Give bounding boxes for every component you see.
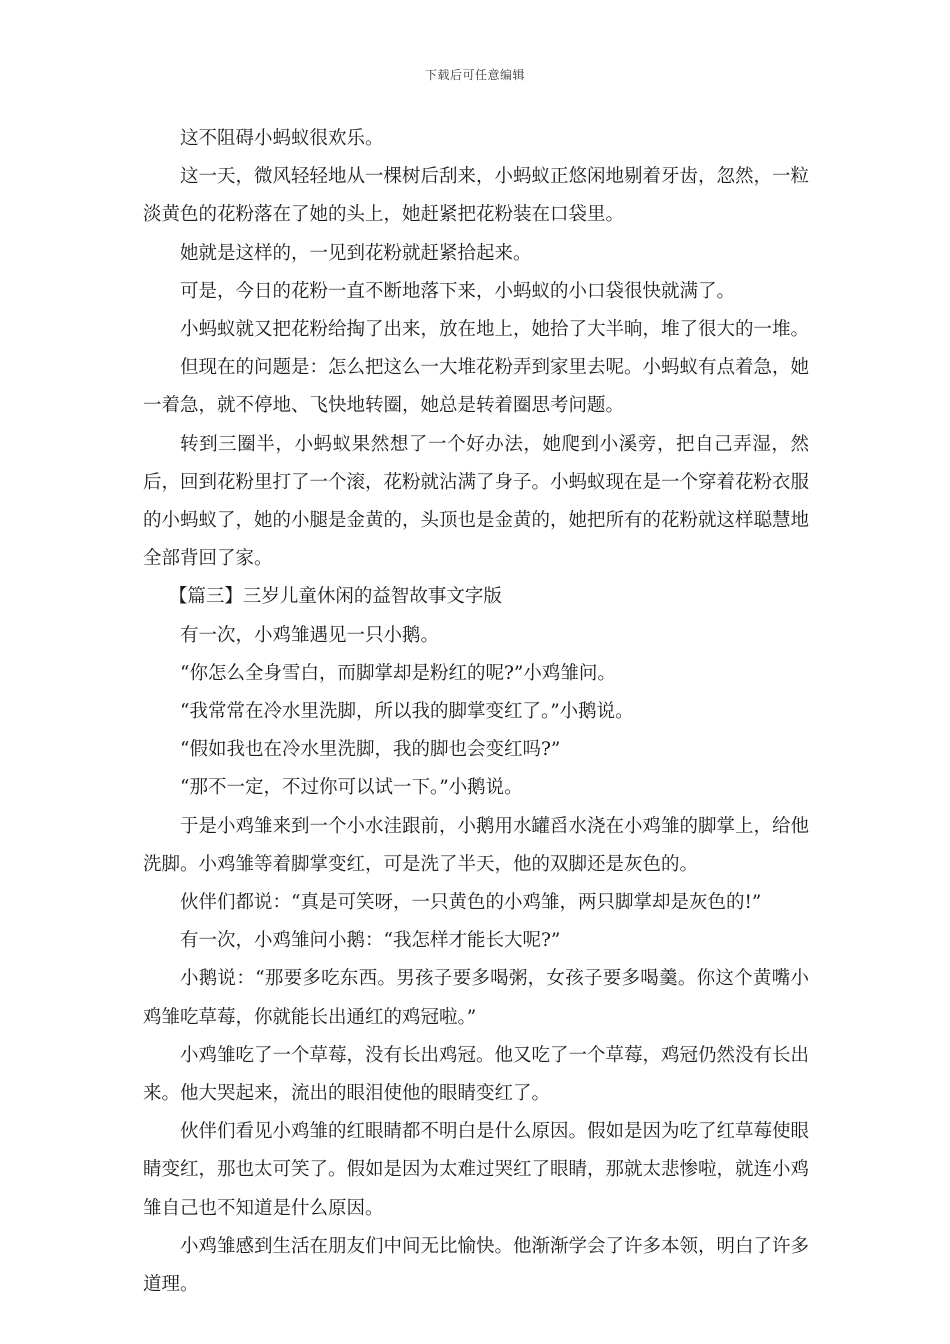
paragraph: 这不阻碍小蚂蚁很欢乐。 bbox=[180, 128, 384, 149]
paragraph: “那不一定，不过你可以试一下。”小鹅说。 bbox=[180, 777, 523, 799]
paragraph: 可是，今日的花粉一直不断地落下来，小蚂蚁的小口袋很快就满了。 bbox=[180, 280, 736, 302]
paragraph: 伙伴们看见小鸡雏的红眼睛都不明白是什么原因。假如是因为吃了红草莓使眼睛变红，那也太可笑了。假如是因为太难过哭红了眼睛，那就太悲惨啦，就连小鸡雏自己也不知道是什么原因。 bbox=[143, 1121, 810, 1219]
paragraph: “我常常在冷水里洗脚，所以我的脚掌变红了。”小鹅说。 bbox=[180, 701, 634, 723]
paragraph: 小鸡雏感到生活在朋友们中间无比愉快。他渐渐学会了许多本领，明白了许多道理。 bbox=[143, 1235, 810, 1296]
paragraph: 有一次，小鸡雏问小鹅：“我怎样才能长大呢?” bbox=[180, 930, 561, 952]
paragraph: 转到三圈半，小蚂蚁果然想了一个好办法，她爬到小溪旁，把自己弄湿，然后，回到花粉里打了一个滚，花粉就沾满了身子。小蚂蚁现在是一个穿着花粉衣服的小蚂蚁了，她的小腿是金黄的，头顶也是金黄的，她把所有的花粉就这样聪慧地全部背回了家。 bbox=[143, 433, 810, 570]
document-body bbox=[143, 120, 809, 1304]
paragraph: 小蚂蚁就又把花粉给掏了出来，放在地上，她拾了大半晌，堆了很大的一堆。 bbox=[180, 319, 810, 341]
paragraph: “假如我也在冷水里洗脚，我的脚也会变红吗?” bbox=[180, 739, 561, 761]
page-header: 下载后可任意编辑 bbox=[424, 68, 525, 82]
paragraph: 伙伴们都说：“真是可笑呀，一只黄色的小鸡雏，两只脚掌却是灰色的!” bbox=[180, 892, 762, 914]
paragraph: 小鹅说：“那要多吃东西。男孩子要多喝粥，女孩子要多喝羹。你这个黄嘴小鸡雏吃草莓，你就能长出通红的鸡冠啦。” bbox=[143, 968, 809, 1028]
paragraph: 她就是这样的，一见到花粉就赶紧拾起来。 bbox=[180, 242, 532, 264]
paragraph: 这一天，微风轻轻地从一棵树后刮来，小蚂蚁正悠闲地剔着牙齿，忽然，一粒淡黄色的花粉落在了她的头上，她赶紧把花粉装在口袋里。 bbox=[143, 166, 810, 226]
section-heading: 【篇三】三岁儿童休闲的益智故事文字版 bbox=[168, 586, 502, 608]
paragraph: 有一次，小鸡雏遇见一只小鹅。 bbox=[180, 624, 440, 646]
paragraph: 小鸡雏吃了一个草莓，没有长出鸡冠。他又吃了一个草莓，鸡冠仍然没有长出来。他大哭起来，流出的眼泪使他的眼睛变红了。 bbox=[143, 1044, 810, 1105]
paragraph: “你怎么全身雪白，而脚掌却是粉红的呢?”小鸡雏问。 bbox=[180, 662, 616, 684]
paragraph: 但现在的问题是：怎么把这么一大堆花粉弄到家里去呢。小蚂蚁有点着急，她一着急，就不停地、飞快地转圈，她总是转着圈思考问题。 bbox=[143, 357, 810, 417]
paragraph: 于是小鸡雏来到一个小水洼跟前，小鹅用水罐舀水浇在小鸡雏的脚掌上，给他洗脚。小鸡雏等着脚掌变红，可是洗了半天，他的双脚还是灰色的。 bbox=[143, 815, 810, 875]
